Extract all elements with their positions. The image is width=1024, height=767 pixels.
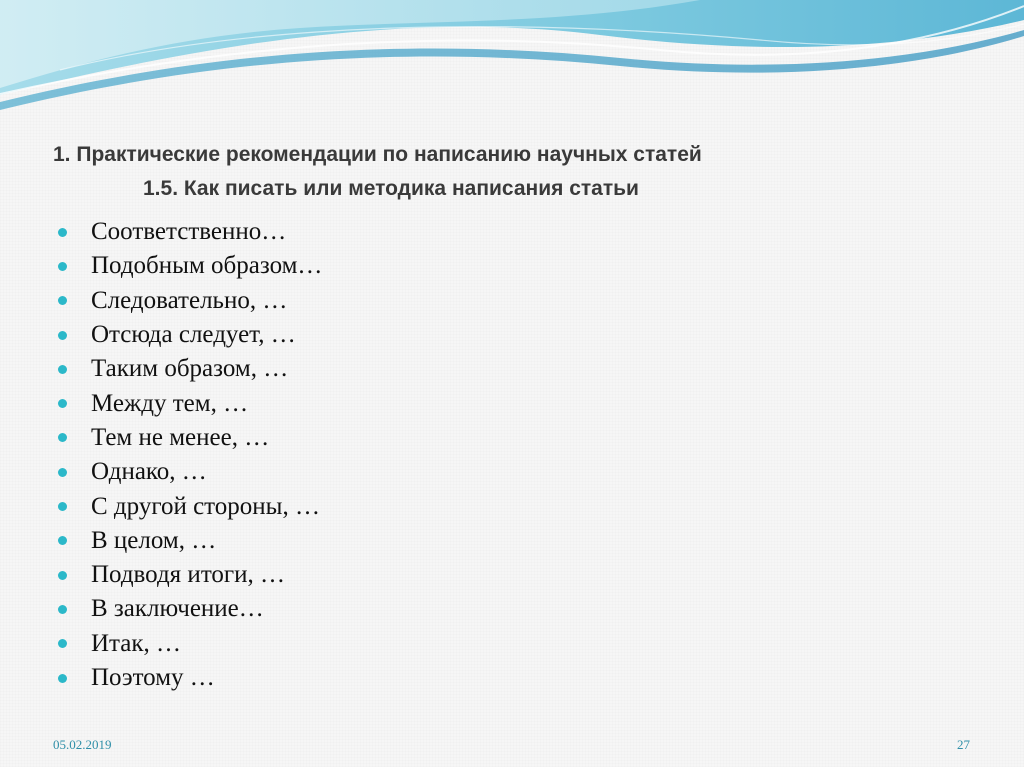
title-line-2: 1.5. Как писать или методика написания статьи (143, 177, 639, 200)
list-item (58, 318, 322, 352)
list-item (58, 284, 322, 318)
page-number: 27 (957, 737, 970, 752)
list-item-text: Итак, … (91, 629, 182, 657)
list-item-text: Поэтому … (91, 664, 215, 691)
list-item-text: С другой стороны, … (91, 492, 320, 520)
title-line-1: 1. Практические рекомендации по написанию научных статей (53, 143, 702, 166)
bullet-dot-icon (58, 605, 67, 614)
list-item (58, 386, 322, 420)
list-item-text: В заключение… (91, 595, 264, 623)
bullet-dot-icon (58, 228, 67, 237)
bullet-dot-icon (58, 399, 67, 408)
header-wave-decoration (0, 0, 1024, 130)
list-item-text: Между тем, … (91, 389, 249, 417)
bullet-dot-icon (58, 639, 67, 648)
list-item (58, 661, 322, 695)
list-item (58, 352, 322, 386)
bullet-list (58, 215, 322, 695)
bullet-dot-icon (58, 536, 67, 545)
list-item (58, 421, 322, 455)
list-item (58, 558, 322, 592)
list-item (58, 215, 322, 249)
list-item-text: Таким образом, … (91, 355, 289, 383)
bullet-dot-icon (58, 674, 67, 683)
bullet-dot-icon (58, 468, 67, 477)
list-item (58, 524, 322, 558)
slide-title (53, 138, 993, 206)
list-item-text: Подобным образом… (91, 252, 323, 280)
list-item (58, 455, 322, 489)
list-item-text: Подводя итоги, … (91, 561, 286, 589)
bullet-dot-icon (58, 433, 67, 442)
list-item (58, 592, 322, 626)
bullet-dot-icon (58, 571, 67, 580)
bullet-dot-icon (58, 502, 67, 511)
list-item-text: Однако, … (91, 458, 207, 486)
bullet-dot-icon (58, 365, 67, 374)
list-item (58, 489, 322, 523)
list-item-text: В целом, … (91, 526, 217, 554)
footer-date: 05.02.2019 (53, 737, 112, 752)
bullet-dot-icon (58, 331, 67, 340)
list-item-text: Соответственно… (91, 218, 287, 246)
bullet-dot-icon (58, 262, 67, 271)
list-item-text: Отсюда следует, … (91, 321, 296, 349)
list-item (58, 249, 322, 283)
bullet-dot-icon (58, 296, 67, 305)
list-item (58, 627, 322, 661)
list-item-text: Следовательно, … (91, 286, 288, 314)
list-item-text: Тем не менее, … (91, 423, 270, 451)
